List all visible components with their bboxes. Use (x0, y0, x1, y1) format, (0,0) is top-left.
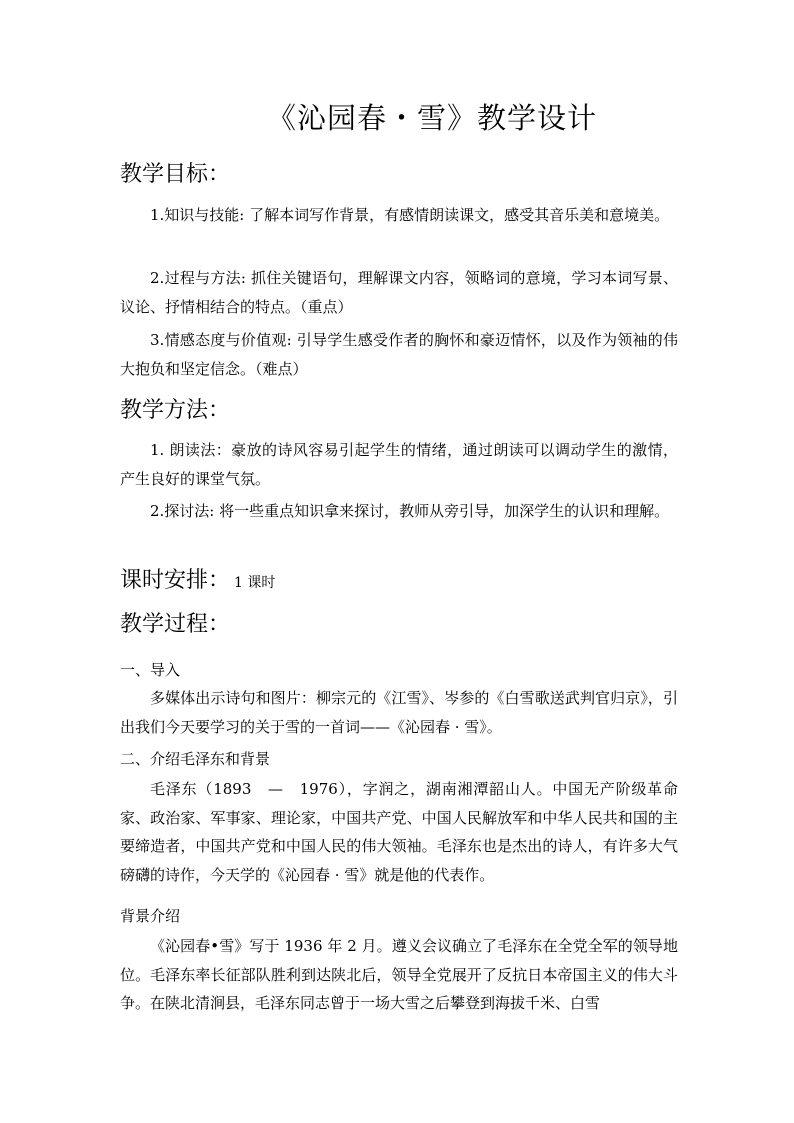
objectives-heading: 教学目标： (120, 162, 231, 187)
background-text: 《沁园春•雪》写于 1936 年 2 月。遵义会议确立了毛泽东在全党全军的领导地位。毛泽东率长征部队胜利到达陕北后，领导全党展开了反抗日本帝国主义的伟大斗争。在陕北清涧县，毛泽东同志曾于一场大雪之后攀登到海拔千米、白雪 (120, 937, 678, 1012)
schedule-heading (120, 566, 275, 598)
schedule-heading-label: 课时安排： (120, 568, 231, 593)
section-intro-title: 一、导入 (120, 661, 181, 679)
section-author-text: 毛泽东（1893 — 1976），字润之，湖南湘潭韶山人。中国无产阶级革命家、政治家、军事家、理论家，中国共产党、中国人民解放军和中华人民共和国的主要缔造者，中国共产党和中国人民的伟大领袖。毛泽东也是杰出的诗人，有许多大气磅礴的诗作，今天学的《沁园春 · 雪》就是他的代表作。 (120, 780, 678, 884)
method-item-1: 1. 朗读法：豪放的诗风容易引起学生的情绪，通过朗读可以调动学生的激情，产生良好的课堂气氛。 (120, 441, 678, 488)
section-intro-text: 多媒体出示诗句和图片：柳宗元的《江雪》、岑参的《白雪歌送武判官归京》，引出我们今天要学习的关于雪的一首词——《沁园春 · 雪》。 (120, 689, 678, 736)
objective-item-1: 1.知识与技能: 了解本词写作背景，有感情朗读课文，感受其音乐美和意境美。 (150, 206, 670, 224)
section-author-title: 二、介绍毛泽东和背景 (120, 750, 271, 768)
document-title: 《沁园春・雪》教学设计 (266, 101, 597, 135)
schedule-value: 1 课时 (234, 575, 276, 591)
background-title: 背景介绍 (120, 907, 181, 925)
objective-item-2: 2.过程与方法: 抓住关键语句，理解课文内容，领略词的意境，学习本词写景、议论、抒情相结合的特点。（重点） (120, 269, 678, 316)
methods-heading: 教学方法： (120, 398, 231, 423)
method-item-2: 2.探讨法: 将一些重点知识拿来探讨，教师从旁引导，加深学生的认识和理解。 (150, 502, 670, 520)
process-heading: 教学过程： (120, 612, 231, 637)
objective-item-3: 3.情感态度与价值观: 引导学生感受作者的胸怀和豪迈情怀，以及作为领袖的伟大抱负和坚定信念。（难点） (120, 331, 678, 378)
